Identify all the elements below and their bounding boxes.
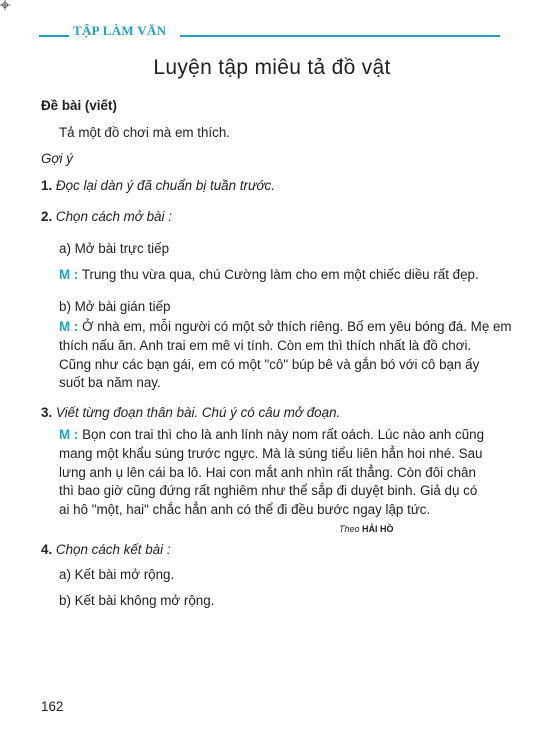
hint-label: Gợi ý (41, 151, 73, 166)
example-text: Trung thu vừa qua, chú Cường làm cho em một chiếc diều rất đẹp. (81, 267, 479, 282)
step-4 (41, 541, 171, 559)
crop-mark-icon (0, 0, 10, 10)
opening-indirect-label: b) Mở bài gián tiếp (59, 299, 171, 314)
paragraph-line: suốt ba năm nay. (59, 375, 161, 391)
assignment-heading: Đề bài (viết) (41, 98, 117, 113)
opening-indirect-example (59, 318, 512, 393)
step-text: Chọn cách mở bài : (55, 209, 172, 224)
step-number: 3. (41, 405, 53, 420)
step-text: Đọc lại dàn ý đã chuẩn bị tuần trước. (55, 178, 275, 193)
example-marker: M : (59, 427, 79, 442)
header-rule-right (180, 35, 500, 37)
step-2 (41, 208, 172, 226)
section-label: TẬP LÀM VĂN (73, 23, 167, 38)
paragraph-line: ai hô "một, hai" chắc hẳn anh có thể đi đều bước ngay lập tức. (59, 502, 431, 518)
paragraph-line: lưng anh ụ lên cái ba lô. Hai con mắt anh nhìn rất thẳng. Còn đôi chân (59, 464, 476, 480)
paragraph-line: Cũng như các bạn gái, em có một "cô" búp bê và gắn bó với cô bạn ấy (59, 356, 480, 372)
step-text: Viết từng đoạn thân bài. Chú ý có câu mở đoạn. (55, 405, 341, 420)
step-number: 4. (41, 542, 53, 557)
opening-direct-example (59, 266, 479, 284)
closing-option-a: a) Kết bài mở rộng. (59, 567, 175, 582)
source-author: HẢI HỒ (362, 524, 394, 534)
assignment-prompt: Tả một đồ chơi mà em thích. (59, 125, 231, 140)
paragraph-line: M : Bọn con trai thì cho là anh lính này nom rất oách. Lúc nào anh cũng (59, 427, 485, 442)
header-rule-left (39, 35, 69, 37)
step-number: 2. (41, 209, 53, 224)
source-prefix: Theo (339, 524, 360, 534)
source-citation (339, 524, 394, 534)
page-number: 162 (41, 699, 64, 714)
page-title: Luyện tập miêu tả đồ vật (153, 56, 391, 79)
paragraph-line: mang một khẩu súng trước ngực. Mà là súng tiểu liên hẳn hoi nhé. Sau (59, 445, 483, 461)
paragraph-line: M : Ở nhà em, mỗi người có một sở thích riêng. Bố em yêu bóng đá. Mẹ em (59, 319, 512, 334)
example-marker: M : (59, 319, 79, 334)
paragraph-line: thích nấu ăn. Anh trai em mê vi tính. Còn em thì thích nhất là đồ chơi. (59, 337, 472, 353)
opening-direct-label: a) Mở bài trực tiếp (59, 241, 170, 256)
step-text: Chọn cách kết bài : (55, 542, 171, 557)
example-marker: M : (59, 267, 79, 282)
body-example (59, 426, 484, 520)
step-1 (41, 177, 275, 195)
step-3 (41, 404, 340, 422)
step-number: 1. (41, 178, 53, 193)
paragraph-line: thì bao giờ cũng đứng rất nghiêm như thể sắp đi duyệt binh. Giả dụ có (59, 483, 478, 499)
closing-option-b: b) Kết bài không mở rộng. (59, 593, 215, 608)
